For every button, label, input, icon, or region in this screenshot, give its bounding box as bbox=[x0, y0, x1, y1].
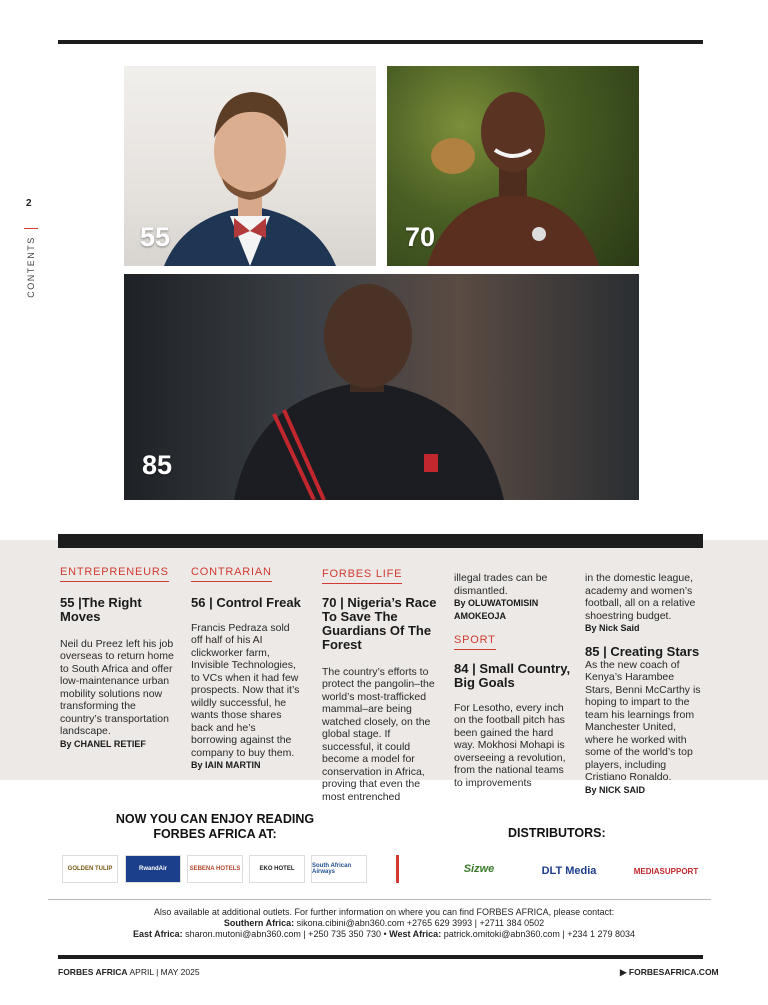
logo-dlt-media[interactable]: DLT Media bbox=[532, 861, 606, 881]
contact-wa-label: West Africa: bbox=[389, 929, 442, 939]
section-heading: ENTREPRENEURS bbox=[60, 566, 169, 582]
footer-brand: FORBES AFRICA bbox=[58, 967, 128, 977]
play-arrow-icon: ▶ bbox=[620, 967, 627, 977]
article-title[interactable]: 84 | Small Country, Big Goals bbox=[454, 660, 571, 690]
section-label: CONTENTS bbox=[26, 236, 36, 298]
article-title[interactable]: 85 | Creating Stars bbox=[585, 643, 700, 659]
contact-line-1: Also available at additional outlets. For further information on where you can find FORBES AFRICA, please contact: bbox=[153, 907, 615, 917]
contact-wa-text[interactable]: patrick.omitoki@abn360.com | +234 1 279 8034 bbox=[443, 929, 636, 939]
logo-sizwe[interactable]: Sizwe bbox=[446, 856, 512, 882]
contact-sa-label: Southern Africa: bbox=[223, 918, 295, 928]
article-summary: As the new coach of Kenya’s Harambee Stars, Benni McCarthy is hoping to impart to the team his learnings from Manchester United, where he worked with some of the world’s top players, including Cristiano Ronaldo. bbox=[585, 658, 701, 783]
contact-ea-text[interactable]: sharon.mutoni@abn360.com | +250 735 350 730 • bbox=[185, 929, 387, 939]
logo-sebena-hotels[interactable]: SEBENA HOTELS bbox=[187, 855, 243, 883]
promo-line-1: NOW YOU CAN ENJOY READING bbox=[115, 812, 315, 826]
promo-heading bbox=[110, 812, 320, 842]
byline: By NICK SAID bbox=[585, 784, 646, 795]
contact-line-2 bbox=[100, 918, 668, 928]
byline: By Nick Said bbox=[585, 623, 640, 633]
column-forbes-life bbox=[322, 568, 438, 803]
page-number: 2 bbox=[26, 198, 32, 209]
byline: By OLUWATOMISIN AMOKEOJA bbox=[454, 598, 539, 621]
mid-rule bbox=[58, 534, 703, 548]
column-sport-continued bbox=[585, 572, 703, 796]
article-summary: The country’s efforts to protect the pangolin–the world’s most-trafficked mammal–are being watched closely, on the global stage. If successful, it could become a model for conservation in Africa, proving that even the most entrenched bbox=[322, 665, 435, 803]
separator-red bbox=[396, 855, 399, 883]
section-heading: FORBES LIFE bbox=[322, 568, 402, 584]
footer-issue: APRIL | MAY 2025 bbox=[129, 967, 200, 977]
contact-ea-label: East Africa: bbox=[132, 929, 183, 939]
logo-south-african-airways[interactable]: South African Airways bbox=[311, 855, 367, 883]
column-entrepreneurs bbox=[60, 566, 180, 750]
photo-number-85: 85 bbox=[142, 450, 173, 480]
section-heading: CONTRARIAN bbox=[191, 566, 272, 582]
section-heading: SPORT bbox=[454, 634, 496, 650]
photo-number-70: 70 bbox=[405, 222, 436, 252]
logo-eko-hotel[interactable]: EKO HOTEL bbox=[249, 855, 305, 883]
logo-rwandair[interactable]: RwandAir bbox=[125, 855, 181, 883]
photo-pangolin[interactable] bbox=[387, 66, 639, 266]
promo-line-2: FORBES AFRICA AT: bbox=[153, 827, 277, 841]
divider bbox=[48, 899, 711, 900]
byline: By CHANEL RETIEF bbox=[60, 738, 146, 749]
photo-entrepreneur[interactable] bbox=[124, 66, 376, 266]
logo-golden-tulip[interactable]: GOLDEN TULIP bbox=[62, 855, 118, 883]
byline: By IAIN MARTIN bbox=[191, 760, 261, 770]
photo-number-55: 55 bbox=[140, 222, 171, 252]
portrait-illustration bbox=[124, 274, 639, 500]
logo-media-support[interactable]: MEDIASUPPORT bbox=[624, 861, 708, 881]
column-contrarian bbox=[191, 566, 303, 772]
distributors-heading: DISTRIBUTORS: bbox=[508, 826, 606, 840]
contact-sa-text[interactable]: sikona.cibini@abn360.com +2765 629 3993 | +2711 384 0502 bbox=[296, 918, 545, 928]
footer-left bbox=[58, 967, 200, 977]
footer-right[interactable] bbox=[620, 967, 719, 978]
contact-line-3 bbox=[100, 929, 668, 939]
continued-text: in the domestic league, academy and women’s football, all on a relative shoestring budget. bbox=[585, 572, 696, 622]
continued-text: illegal trades can be dismantled. bbox=[454, 572, 548, 597]
article-title[interactable]: 55 |The Right Moves bbox=[60, 594, 142, 624]
column-sport bbox=[454, 572, 572, 789]
footer-site[interactable]: FORBESAFRICA.COM bbox=[628, 967, 719, 977]
article-summary: Neil du Preez left his job overseas to return home to South Africa and offer low-maintenance urban mobility solutions now transforming the country’s transportation landscape. bbox=[60, 637, 174, 737]
article-title[interactable]: 56 | Control Freak bbox=[191, 594, 301, 610]
article-summary: For Lesotho, every inch on the football pitch has been gained the hard way. Mokhosi Mohapi is overseeing a revolution, from the national teams to improvements bbox=[454, 701, 566, 789]
top-rule bbox=[58, 40, 703, 44]
bottom-rule bbox=[58, 955, 703, 959]
article-title[interactable]: 70 | Nigeria’s Race To Save The Guardians Of The Forest bbox=[322, 594, 437, 652]
article-summary: Francis Pedraza sold off half of his AI clickworker farm, Invisible Technologies, to VCs when it had few prospects. Now that it’s wildly successful, he wants those shares back and he’s borrowing against the company to buy them. bbox=[191, 621, 300, 759]
side-tick bbox=[24, 228, 38, 229]
photo-coach[interactable] bbox=[124, 274, 639, 500]
